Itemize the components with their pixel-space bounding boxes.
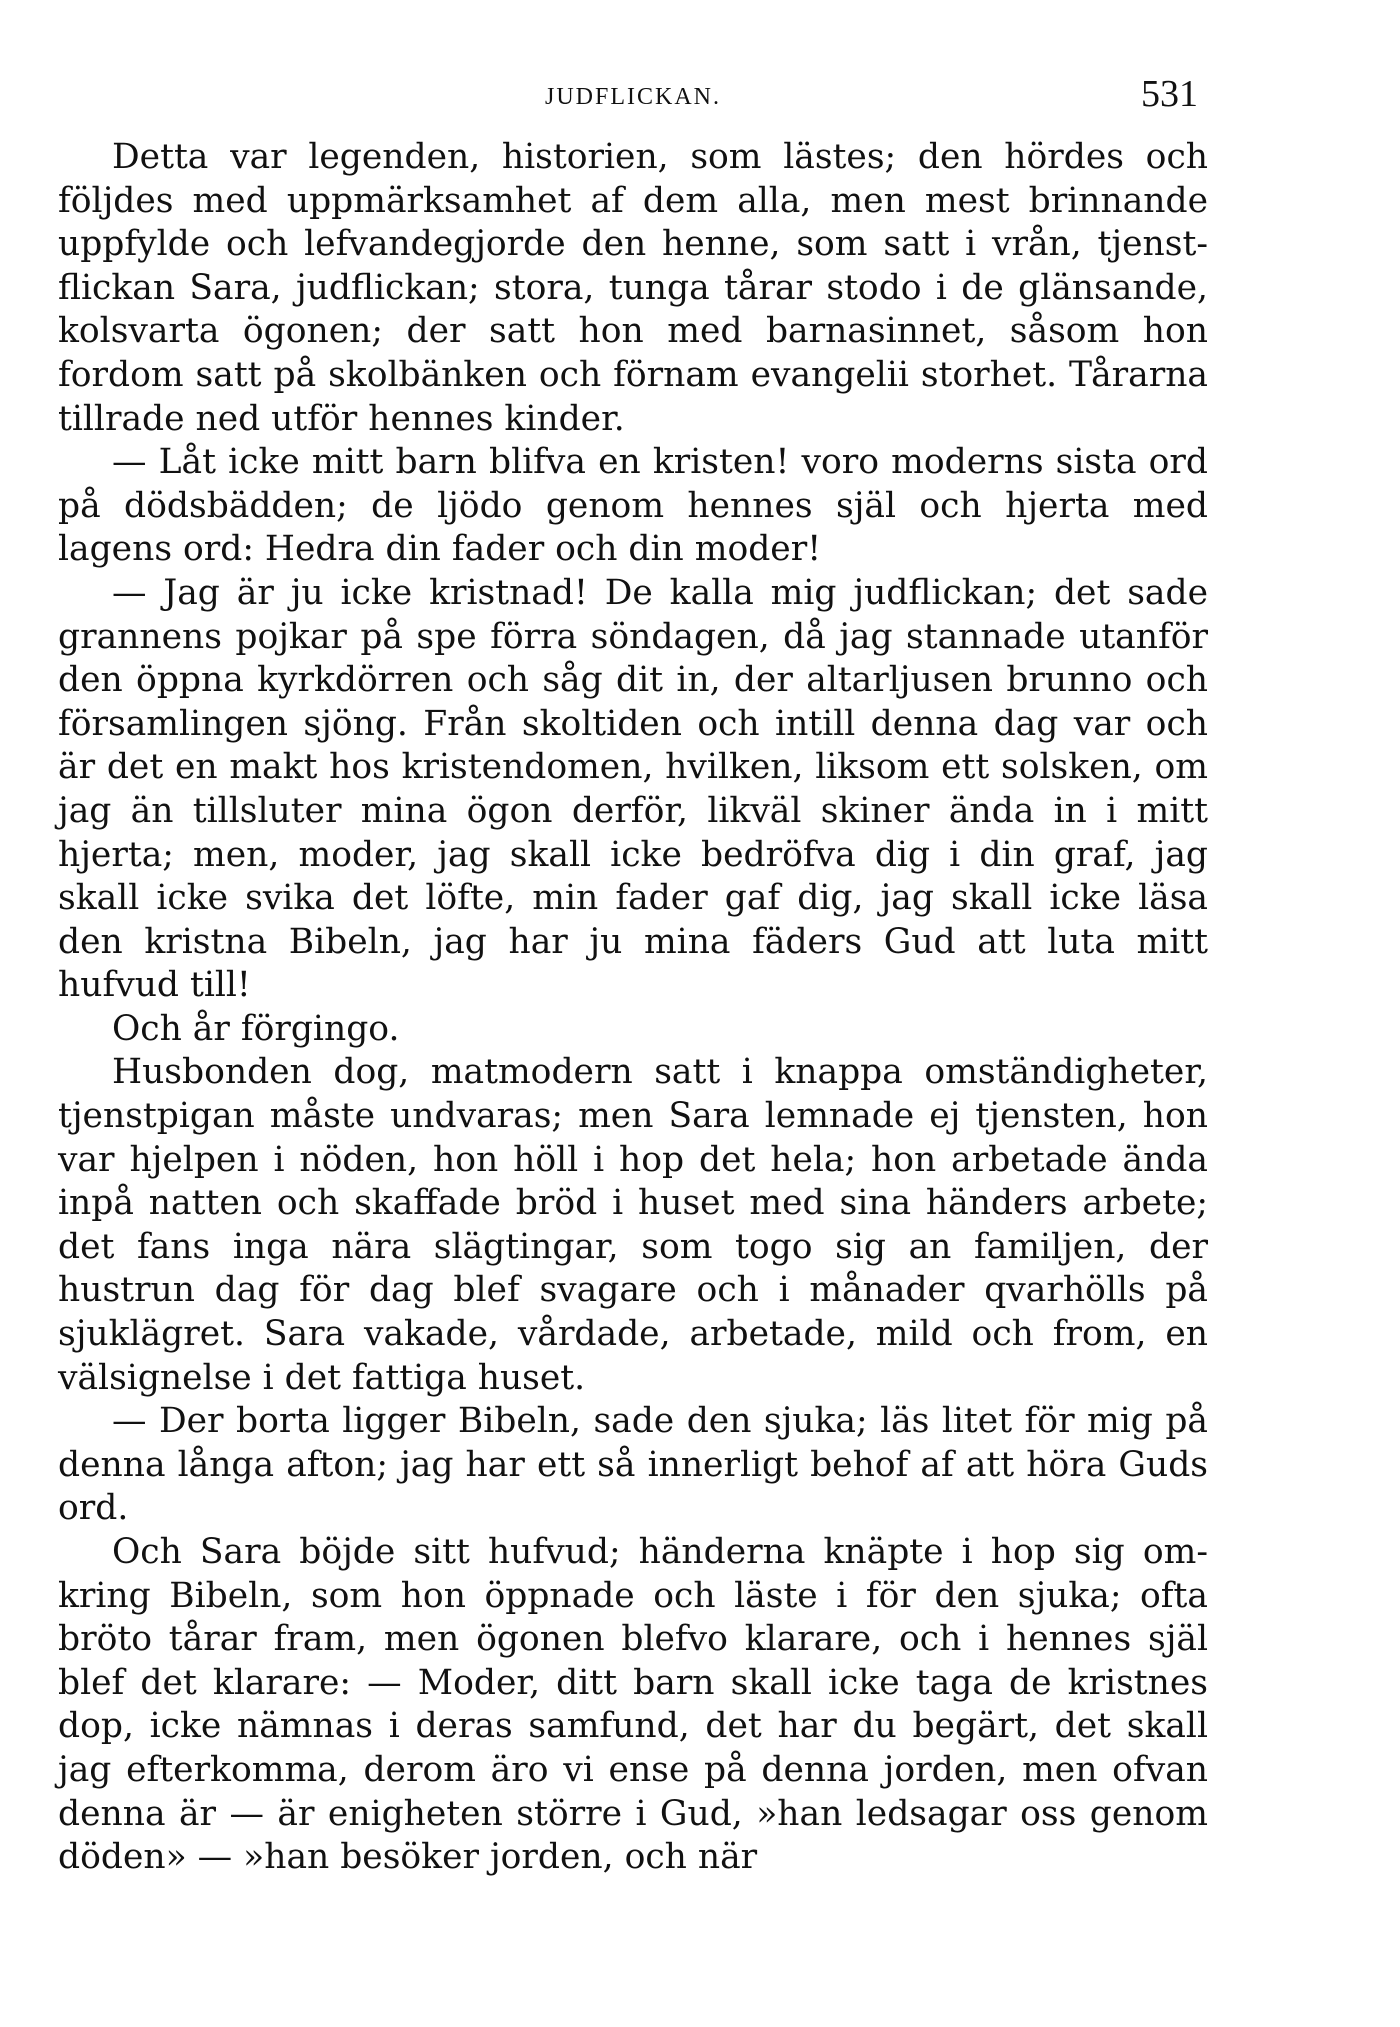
- paragraph: — Låt icke mitt barn blifva en kristen! voro moderns sista ord på dödsbädden; de ljödo genom hennes själ och hjerta med lagens ord: Hedra din fader och din moder!: [58, 442, 1208, 570]
- paragraph: — Jag är ju icke kristnad! De kalla mig judflickan; det sade grannens pojkar på spe förra söndagen, då jag stannade utanför den öppna kyrkdörren och såg dit in, der altarljusen brunno och församlingen sjöng. Från skoltiden och intill denna dag var och är det en makt hos kristendomen, hvilken, liksom ett solsken, om jag än tillsluter mina ögon derför, likväl skiner ända in i mitt hjerta; men, moder, jag skall icke bedröfva dig i din graf, jag skall icke svika det löfte, min fader gaf dig, jag skall icke läsa den kristna Bibeln, jag har ju mina fäders Gud att luta mitt hufvud till!: [58, 572, 1208, 1006]
- running-title: JUDFLICKAN.: [544, 84, 721, 110]
- book-page: [58, 70, 1208, 2000]
- page-number: 531: [1141, 73, 1198, 115]
- paragraph: Detta var legenden, historien, som lästes; den hördes och följdes med uppmärksamhet af dem alla, men mest brinnande uppfylde och lefvandegjorde den henne, som satt i vrån, tjenstflickan Sara, judflickan; stora, tunga tårar stodo i de glänsande, kolsvarta ögonen; der satt hon med barnasinnet, såsom hon fordom satt på skolbänken och förnam evangelii storhet. Tårarna tillrade ned utför hennes kinder.: [58, 137, 1208, 439]
- paragraph: Och Sara böjde sitt hufvud; händerna knäpte i hop sig omkring Bibeln, som hon öppnade och läste i för den sjuka; ofta bröto tårar fram, men ögonen blefvo klarare, och i hennes själ blef det klarare: — Moder, ditt barn skall icke taga de kristnes dop, icke nämnas i deras samfund, det har du begärt, det skall jag efterkomma, derom äro vi ense på denna jorden, men ofvan denna är — är enigheten större i Gud, »han ledsagar oss genom döden» — »han besöker jorden, och när: [58, 1532, 1208, 1878]
- running-head: [58, 70, 1208, 130]
- body-text: [58, 136, 1208, 1880]
- paragraph: — Der borta ligger Bibeln, sade den sjuka; läs litet för mig på denna långa afton; jag har ett så innerligt behof af att höra Guds ord.: [58, 1401, 1208, 1529]
- paragraph: Och år förgingo.: [112, 1008, 400, 1049]
- paragraph: Husbonden dog, matmodern satt i knappa omständigheter, tjenstpigan måste undvaras; men Sara lemnade ej tjensten, hon var hjelpen i nöden, hon höll i hop det hela; hon arbetade ända inpå natten och skaffade bröd i huset med sina händers arbete; det fans inga nära slägtingar, som togo sig an familjen, der hustrun dag för dag blef svagare och i månader qvarhölls på sjuklägret. Sara vakade, vårdade, arbetade, mild och from, en välsignelse i det fattiga huset.: [58, 1052, 1208, 1398]
